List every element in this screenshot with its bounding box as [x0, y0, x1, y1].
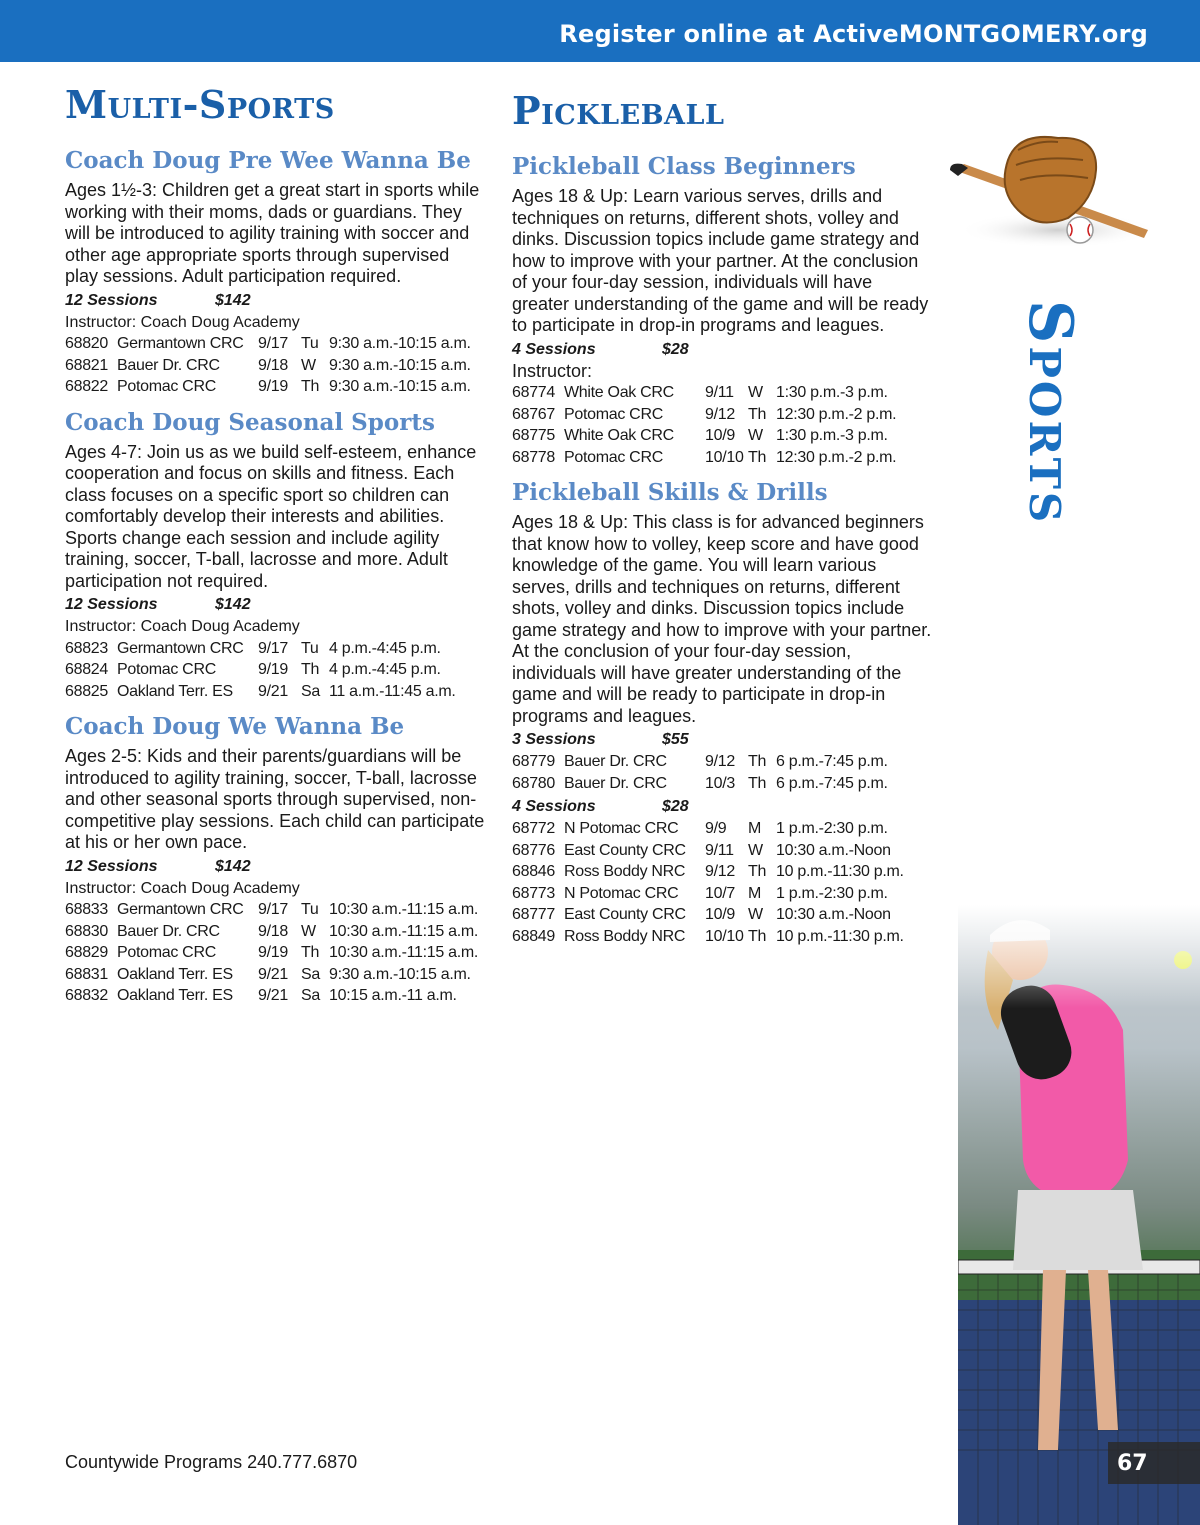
location: Ross Boddy NRC — [564, 927, 686, 945]
register-online-text: Register online at ActiveMONTGOMERY.org — [559, 20, 1148, 48]
activity-number: 68777 — [512, 906, 555, 923]
sidebar-sports-label: Sports — [1015, 300, 1085, 526]
schedule-row — [65, 333, 471, 355]
schedule-row — [512, 382, 896, 404]
start-date: 9/18 — [258, 922, 288, 940]
time: 9:30 a.m.-10:15 a.m. — [329, 965, 471, 983]
session-cost: $142 — [215, 857, 251, 875]
schedule-row — [512, 773, 888, 795]
section-title-pickleball: Pickleball — [512, 88, 725, 133]
day: Th — [748, 927, 767, 945]
schedule-row — [512, 425, 896, 447]
sessions-line — [512, 796, 932, 818]
program-we-wanna-be — [65, 712, 485, 1007]
time: 1 p.m.-2:30 p.m. — [776, 820, 888, 837]
multi-sports-column — [65, 82, 485, 1017]
location: White Oak CRC — [564, 384, 674, 401]
time: 10:30 a.m.-11:15 a.m. — [329, 901, 479, 918]
start-date: 9/11 — [705, 384, 734, 401]
schedule-row — [65, 681, 456, 703]
program-seasonal-sports — [65, 408, 485, 703]
session-count: 3 Sessions — [512, 731, 596, 748]
day: W — [301, 356, 316, 374]
session-cost: $28 — [662, 340, 689, 358]
pickleball-column — [512, 88, 932, 957]
program-pre-wee — [65, 146, 485, 398]
time: 1:30 p.m.-3 p.m. — [776, 427, 888, 444]
day: Tu — [301, 335, 319, 352]
activity-number: 68849 — [512, 927, 555, 945]
session-cost: $142 — [215, 291, 251, 309]
page-number: 67 — [1117, 1451, 1148, 1476]
program-pickleball-skills — [512, 478, 932, 947]
program-pickleball-beginners — [512, 152, 932, 468]
day: Sa — [301, 682, 320, 700]
sessions-line — [65, 290, 485, 312]
instructor: Instructor: Coach Doug Academy — [65, 313, 300, 331]
activity-number: 68772 — [512, 820, 555, 837]
location: Oakland Terr. ES — [117, 965, 233, 983]
start-date: 9/19 — [258, 661, 288, 678]
activity-number: 68779 — [512, 753, 555, 770]
session-count: 4 Sessions — [512, 798, 596, 815]
time: 10:30 a.m.-11:15 a.m. — [329, 944, 479, 961]
sessions-line — [65, 594, 485, 616]
schedule-row — [65, 659, 456, 681]
session-cost: $55 — [662, 731, 689, 748]
time: 4 p.m.-4:45 p.m. — [329, 639, 441, 657]
start-date: 9/21 — [258, 682, 288, 700]
schedule-table — [512, 382, 896, 468]
time: 6 p.m.-7:45 p.m. — [776, 774, 888, 792]
session-count: 12 Sessions — [65, 291, 158, 309]
schedule-row — [512, 861, 904, 883]
time: 6 p.m.-7:45 p.m. — [776, 753, 888, 770]
schedule-row — [512, 404, 896, 426]
activity-number: 68824 — [65, 661, 108, 678]
activity-number: 68823 — [65, 639, 108, 657]
start-date: 10/9 — [705, 906, 735, 923]
schedule-row — [65, 355, 471, 377]
start-date: 9/17 — [258, 901, 288, 918]
session-count: 4 Sessions — [512, 340, 596, 358]
instructor: Instructor: — [512, 360, 593, 381]
location: East County CRC — [564, 841, 686, 859]
activity-number: 68767 — [512, 405, 555, 423]
day: Th — [748, 448, 767, 466]
activity-number: 68775 — [512, 427, 555, 444]
activity-number: 68822 — [65, 378, 108, 395]
schedule-row — [65, 964, 478, 986]
start-date: 9/12 — [705, 863, 735, 880]
session-count: 12 Sessions — [65, 596, 158, 613]
location: Germantown CRC — [117, 639, 244, 657]
activity-number: 68780 — [512, 774, 555, 792]
day: M — [748, 884, 762, 902]
time: 12:30 p.m.-2 p.m. — [776, 405, 897, 423]
start-date: 10/10 — [705, 927, 744, 945]
schedule-row — [512, 926, 904, 948]
location: Ross Boddy NRC — [564, 863, 686, 880]
program-title: Pickleball Skills & Drills — [512, 479, 828, 506]
schedule-table — [65, 638, 456, 703]
day: Sa — [301, 965, 320, 983]
instructor: Instructor: Coach Doug Academy — [65, 879, 300, 897]
location: Germantown CRC — [117, 335, 244, 352]
start-date: 9/21 — [258, 965, 288, 983]
session-cost: $142 — [215, 596, 251, 613]
start-date: 10/9 — [705, 427, 735, 444]
schedule-table — [512, 751, 888, 794]
schedule-row — [65, 921, 478, 943]
time: 10 p.m.-11:30 p.m. — [776, 927, 904, 945]
start-date: 9/18 — [258, 356, 288, 374]
schedule-row — [512, 883, 904, 905]
activity-number: 68830 — [65, 922, 108, 940]
activity-number: 68776 — [512, 841, 555, 859]
time: 10 p.m.-11:30 p.m. — [776, 863, 904, 880]
day: W — [748, 427, 763, 444]
location: White Oak CRC — [564, 427, 674, 444]
day: W — [748, 906, 763, 923]
schedule-row — [512, 751, 888, 773]
sidebar-sports-label-wrap — [1015, 300, 1085, 540]
program-title: Coach Doug Seasonal Sports — [65, 408, 435, 436]
day: W — [748, 841, 763, 859]
activity-number: 68825 — [65, 682, 108, 700]
day: Tu — [301, 901, 319, 918]
time: 10:30 a.m.-Noon — [776, 906, 891, 923]
time: 1 p.m.-2:30 p.m. — [776, 884, 888, 902]
location: Potomac CRC — [117, 661, 216, 678]
schedule-row — [512, 447, 896, 469]
program-description: Ages 4-7: Join us as we build self-esteem, enhance cooperation and focus on skills and fitness. Each class focuses on a specific sport so children can comfortably develop their interests and abilities. Sports change each session and include agility training, soccer, T-ball, lacrosse and more. Adult participation not required. — [65, 441, 477, 591]
day: Th — [748, 753, 767, 770]
time: 1:30 p.m.-3 p.m. — [776, 384, 888, 401]
schedule-table — [65, 333, 471, 398]
footer-contact: Countywide Programs 240.777.6870 — [65, 1452, 358, 1472]
sessions-line — [512, 729, 932, 751]
sessions-line — [512, 339, 932, 361]
day: Th — [301, 661, 320, 678]
start-date: 9/19 — [258, 378, 288, 395]
sessions-line — [65, 856, 485, 878]
schedule-row — [65, 638, 456, 660]
location: Potomac CRC — [564, 448, 663, 466]
location: Oakland Terr. ES — [117, 682, 233, 700]
schedule-row — [65, 942, 478, 964]
location: Bauer Dr. CRC — [564, 774, 667, 792]
location: Potomac CRC — [564, 405, 663, 423]
program-title: Pickleball Class Beginners — [512, 153, 856, 180]
instructor: Instructor: Coach Doug Academy — [65, 618, 300, 635]
day: Th — [748, 774, 767, 792]
start-date: 10/7 — [705, 884, 735, 902]
schedule-table — [65, 899, 478, 1007]
activity-number: 68831 — [65, 965, 108, 983]
activity-number: 68820 — [65, 335, 108, 352]
baseball-glove-bat-image — [948, 130, 1163, 250]
day: W — [748, 384, 763, 401]
start-date: 9/21 — [258, 987, 288, 1004]
day: Th — [748, 405, 767, 423]
time: 10:15 a.m.-11 a.m. — [329, 987, 457, 1004]
program-description: Ages 18 & Up: Learn various serves, drills and techniques on returns, different shots, volley and dinks. Discussion topics include game strategy and how to improve with your partner. At the conclusion of your four-day session, individuals will have greater understanding of the game and will be ready to participate in drop-in programs and leagues. — [512, 186, 929, 335]
time: 4 p.m.-4:45 p.m. — [329, 661, 441, 678]
location: Bauer Dr. CRC — [117, 356, 220, 374]
day: Tu — [301, 639, 319, 657]
start-date: 9/12 — [705, 753, 735, 770]
day: M — [748, 820, 762, 837]
start-date: 9/17 — [258, 639, 288, 657]
activity-number: 68778 — [512, 448, 555, 466]
section-title-multi-sports: Multi-Sports — [65, 82, 335, 127]
session-cost: $28 — [662, 798, 689, 815]
location: Oakland Terr. ES — [117, 987, 233, 1004]
activity-number: 68846 — [512, 863, 555, 880]
location: Potomac CRC — [117, 944, 216, 961]
location: Bauer Dr. CRC — [117, 922, 220, 940]
day: Th — [301, 378, 320, 395]
time: 10:30 a.m.-11:15 a.m. — [329, 922, 479, 940]
start-date: 10/10 — [705, 448, 744, 466]
day: W — [301, 922, 316, 940]
start-date: 9/11 — [705, 841, 734, 859]
location: Bauer Dr. CRC — [564, 753, 667, 770]
program-description: Ages 1½-3: Children get a great start in sports while working with their moms, dads or guardians. They will be introduced to agility training with soccer and other age appropriate sports through supervised play sessions. Adult participation required. — [65, 180, 480, 286]
time: 9:30 a.m.-10:15 a.m. — [329, 356, 471, 374]
schedule-row — [512, 818, 904, 840]
time: 11 a.m.-11:45 a.m. — [329, 682, 456, 700]
location: N Potomac CRC — [564, 884, 679, 902]
location: Germantown CRC — [117, 901, 244, 918]
day: Sa — [301, 987, 320, 1004]
activity-number: 68821 — [65, 356, 108, 374]
schedule-row — [512, 840, 904, 862]
day: Th — [301, 944, 320, 961]
header-bar — [0, 0, 1200, 62]
schedule-row — [65, 985, 478, 1007]
program-description: Ages 2-5: Kids and their parents/guardians will be introduced to agility training, soccer, T-ball, lacrosse and other seasonal sports through supervised, non-competitive play sessions. Each child can participate at his or her own pace. — [65, 746, 485, 852]
location: East County CRC — [564, 906, 686, 923]
activity-number: 68773 — [512, 884, 555, 902]
session-count: 12 Sessions — [65, 857, 158, 875]
schedule-table — [512, 818, 904, 947]
schedule-row — [65, 899, 478, 921]
program-description: Ages 18 & Up: This class is for advanced beginners that know how to volley, keep score and have good knowledge of the game. You will learn various serves, drills and techniques on returns, different shots, volley and dinks. Discussion topics include game strategy and how to improve with your partner. At the conclusion of your four-day session, individuals will have greater understanding of the game and will be ready to participate in drop-in programs and leagues. — [512, 512, 932, 726]
start-date: 9/12 — [705, 405, 735, 423]
activity-number: 68833 — [65, 901, 108, 918]
day: Th — [748, 863, 767, 880]
schedule-row — [65, 376, 471, 398]
time: 12:30 p.m.-2 p.m. — [776, 448, 897, 466]
program-title: Coach Doug We Wanna Be — [65, 713, 405, 740]
baseball — [1067, 217, 1093, 243]
time: 10:30 a.m.-Noon — [776, 841, 891, 859]
schedule-row — [512, 904, 904, 926]
activity-number: 68829 — [65, 944, 108, 961]
activity-number: 68832 — [65, 987, 108, 1004]
time: 9:30 a.m.-10:15 a.m. — [329, 378, 471, 395]
time: 9:30 a.m.-10:15 a.m. — [329, 335, 471, 352]
pickleball-player-photo — [958, 730, 1200, 1525]
start-date: 9/17 — [258, 335, 288, 352]
start-date: 9/9 — [705, 820, 727, 837]
photo-fade — [958, 730, 1200, 1525]
location: N Potomac CRC — [564, 820, 679, 837]
start-date: 10/3 — [705, 774, 735, 792]
activity-number: 68774 — [512, 384, 555, 401]
start-date: 9/19 — [258, 944, 288, 961]
location: Potomac CRC — [117, 378, 216, 395]
program-title: Coach Doug Pre Wee Wanna Be — [65, 147, 471, 174]
